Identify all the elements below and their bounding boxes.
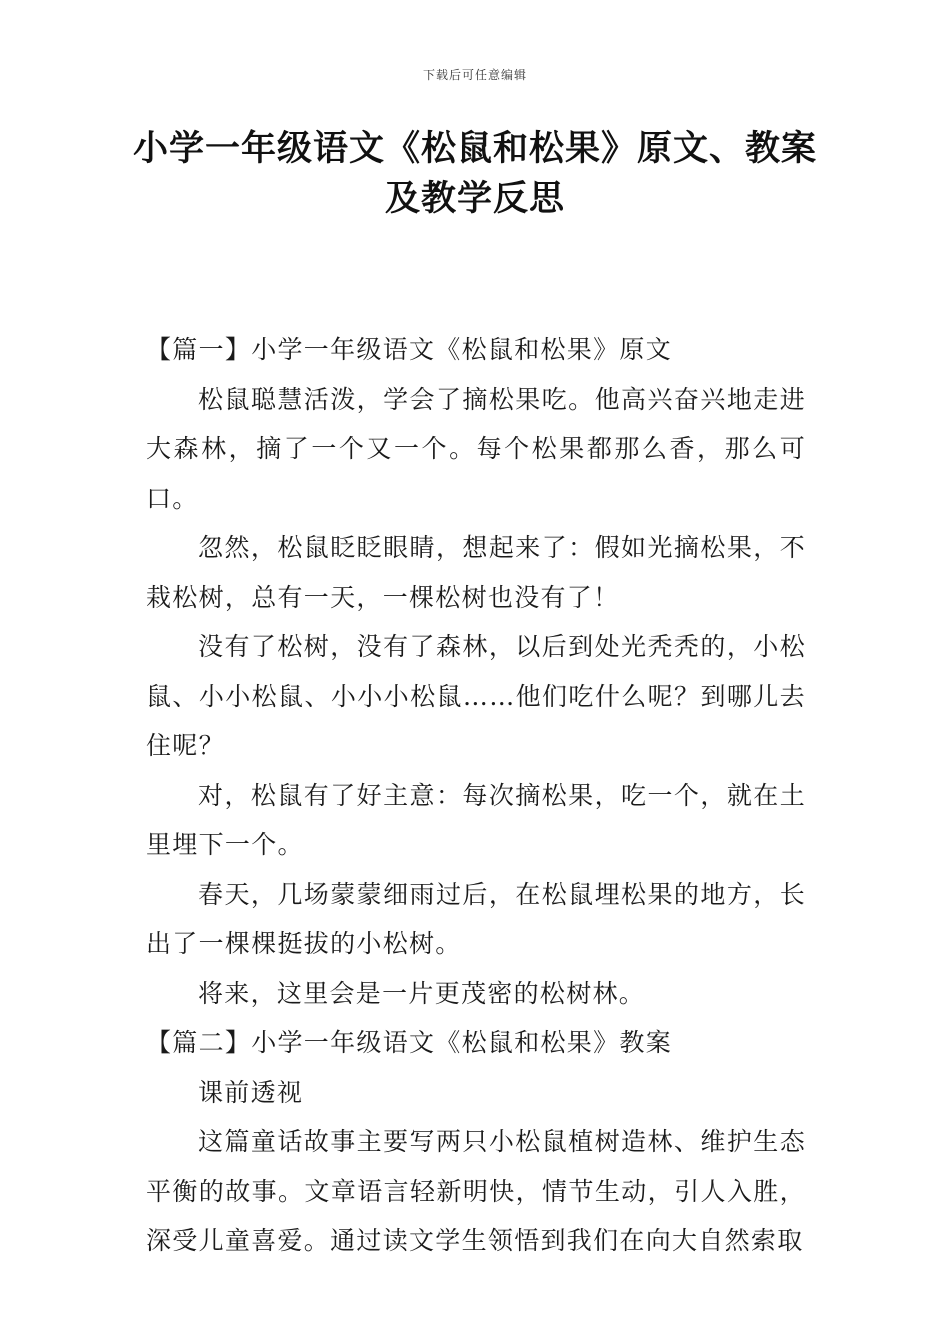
header-note: 下载后可任意编辑 [422,68,527,82]
paragraph: 将来，这里会是一片更茂密的松树林。 [198,978,646,1008]
paragraph: 春天，几场蒙蒙细雨过后，在松鼠埋松果的地方，长出了一棵棵挺拔的小松树。 [146,879,806,958]
document-body [146,325,806,1266]
document-title: 小学一年级语文《松鼠和松果》原文、教案及教学反思 [132,129,817,219]
paragraph: 松鼠聪慧活泼，学会了摘松果吃。他高兴奋兴地走进大森林，摘了一个又一个。每个松果都那么香，那么可口。 [146,384,806,513]
section-heading-1: 【篇一】小学一年级语文《松鼠和松果》原文 [146,335,673,364]
section-heading-2: 【篇二】小学一年级语文《松鼠和松果》教案 [146,1028,673,1057]
subheading: 课前透视 [198,1077,304,1107]
paragraph: 忽然，松鼠眨眨眼睛，想起来了：假如光摘松果，不栽松树，总有一天，一棵松树也没有了！ [146,533,806,612]
paragraph: 没有了松树，没有了森林，以后到处光秃秃的，小松鼠、小小松鼠、小小小松鼠……他们吃什么呢？到哪儿去住呢？ [146,632,806,760]
paragraph: 这篇童话故事主要写两只小松鼠植树造林、维护生态平衡的故事。文章语言轻新明快，情节生动，引人入胜，深受儿童喜爱。通过读文学生领悟到我们在向大自然索取 [146,1127,806,1255]
paragraph: 对，松鼠有了好主意：每次摘松果，吃一个，就在土里埋下一个。 [146,780,806,859]
